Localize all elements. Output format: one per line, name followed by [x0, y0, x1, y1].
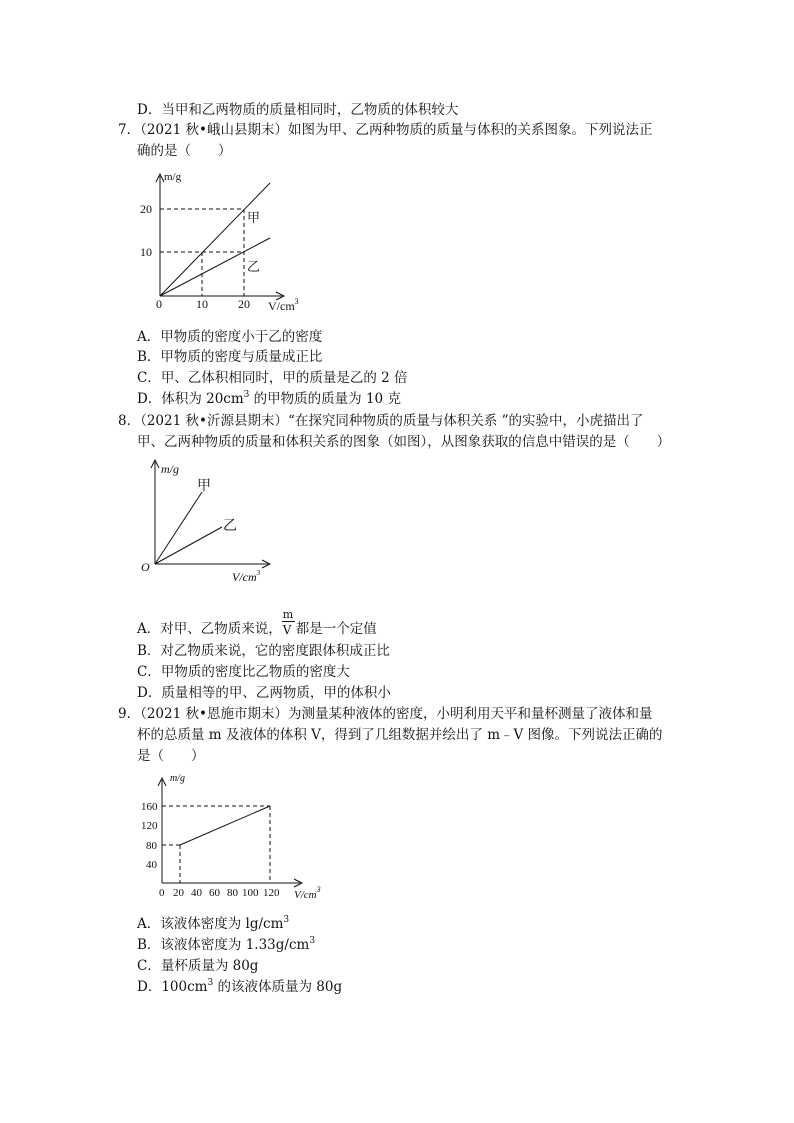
q9-option-d-sup: 3	[207, 978, 214, 988]
q7-ytick-10: 10	[140, 245, 152, 259]
q8-xlabel-sup: 3	[256, 569, 261, 577]
q8-option-a-pre: A．对甲、乙物质来说，	[137, 621, 282, 637]
q8-label-jia: 甲	[197, 479, 211, 494]
q9-option-d-pre: D．100cm	[137, 979, 208, 995]
q9-stem-line1: 9．（2021 秋•恩施市期末）为测量某种液体的密度，小明利用天平和量杯测量了液体和量	[118, 706, 653, 722]
q7-option-d-pre: D．体积为 20cm	[137, 391, 244, 407]
q7-option-c: C．甲、乙体积相同时，甲的质量是乙的 2 倍	[137, 370, 408, 386]
q9-stem-line2: 杯的总质量 m 及液体的体积 V，得到了几组数据并绘出了 m﹣V 图像。下列说法正确的	[137, 727, 663, 743]
q7-xtick-10: 10	[196, 297, 208, 311]
q9-xtick-0: 0	[159, 887, 165, 899]
q9-xlabel-text: V/cm	[294, 889, 317, 901]
q7-xtick-20: 20	[238, 297, 250, 311]
q8-option-d: D．质量相等的甲、乙两物质，甲的体积小	[137, 685, 391, 701]
q9-option-b	[137, 936, 315, 956]
q7-option-b: B．甲物质的密度与质量成正比	[137, 349, 323, 365]
q9-option-d-post: 的该液体质量为 80g	[213, 979, 343, 995]
q9-data-line	[180, 806, 270, 845]
q8-frac-num: m	[282, 608, 294, 621]
q7-option-d-post: 的甲物质的质量为 10 克	[249, 391, 401, 407]
q6-option-d: D．当甲和乙两物质的质量相同时，乙物质的体积较大	[137, 102, 459, 118]
q9-dashed-guides	[162, 806, 270, 883]
q9-xlabel-sup: 3	[316, 885, 321, 894]
q7-ytick-20: 20	[140, 202, 152, 216]
q9-xlabel	[294, 885, 321, 901]
q7-xtick-0: 0	[156, 297, 162, 311]
q9-xtick-80: 80	[227, 887, 238, 899]
q8-option-a-post: 都是一个定值	[295, 621, 377, 637]
q9-axes	[158, 778, 302, 887]
q9-option-a-sup: 3	[283, 915, 290, 925]
q7-stem-line1: 7．（2021 秋•峨山县期末）如图为甲、乙两种物质的质量与体积的关系图象。下列说法正	[118, 122, 653, 138]
q9-xtick-20: 20	[173, 887, 184, 899]
q7-ylabel: m/g	[164, 171, 182, 183]
q8-origin: O	[141, 560, 150, 574]
q9-ytick-160: 160	[141, 801, 158, 813]
q8-label-yi: 乙	[223, 519, 237, 534]
q8-xlabel-text: V/cm	[232, 570, 257, 584]
q9-option-c: C．量杯质量为 80g	[137, 958, 259, 974]
q9-stem-line3: 是（ ）	[137, 748, 205, 764]
q9-option-a	[137, 915, 289, 935]
q9-xtick-120: 120	[263, 887, 280, 899]
q9-option-d	[137, 978, 342, 998]
q7-label-yi: 乙	[247, 259, 261, 274]
q9-option-b-pre: B．该液体密度为 1.33g/cm	[137, 937, 310, 953]
q9-ytick-120: 120	[141, 820, 158, 832]
q8-option-b: B．对乙物质来说，它的密度跟体积成正比	[137, 643, 390, 659]
q8-stem-line1: 8．（2021 秋•沂源县期末）“在探究同种物质的质量与体积关系 ”的实验中，小虎描出了	[118, 413, 644, 429]
q9-xtick-40: 40	[191, 887, 202, 899]
q8-option-c: C．甲物质的密度比乙物质的密度大	[137, 664, 350, 680]
q8-ylabel: m/g	[161, 462, 179, 476]
q8-frac-den: V	[282, 623, 292, 637]
q7-stem-line2: 确的是（ ）	[137, 143, 232, 159]
q7-option-d-sup: 3	[243, 390, 250, 400]
q9-ytick-40: 40	[146, 859, 157, 871]
q7-xlabel-text: V/cm	[268, 299, 295, 313]
q7-option-a: A．甲物质的密度小于乙的密度	[137, 329, 323, 345]
q8-stem-line2: 甲、乙两种物质的质量和体积关系的图象（如图），从图象获取的信息中错误的是（ ）	[137, 434, 671, 450]
q7-label-jia: 甲	[247, 210, 261, 225]
q9-option-a-pre: A．该液体密度为 lg/cm	[137, 916, 284, 932]
q9-ylabel: m/g	[170, 773, 185, 784]
q9-ytick-80: 80	[146, 840, 157, 852]
q9-xtick-60: 60	[209, 887, 220, 899]
q9-option-b-sup: 3	[309, 936, 316, 946]
q9-xtick-100: 100	[242, 887, 259, 899]
q7-xlabel-sup: 3	[294, 297, 299, 306]
